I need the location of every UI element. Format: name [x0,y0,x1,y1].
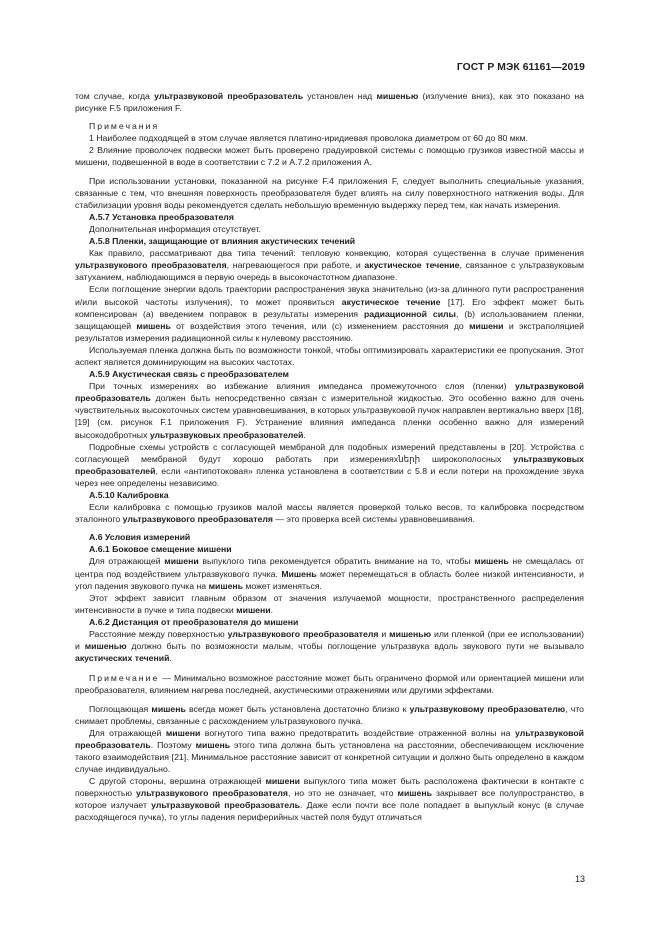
note-paragraph: Примечание — Минимально возможное расстояние может быть ограничено формой или ориентацией мишени или преобразователя, влиянием нагрева последней, акустическими отражениями или другими эффектами. [75,673,584,696]
section-heading [75,211,584,223]
bold-term: мишени [469,320,504,331]
paragraph: том случае, когда ультразвуковой преобразователь установлен над мишенью (излучение вниз), как это показано на рисунке F.5 приложения F. [75,91,584,114]
bold-term: ультразвуковых преобразователей [75,453,584,476]
bold-term: мишени [236,604,271,615]
section-heading [75,489,584,501]
bold-term: ультразвукового преобразователя [136,788,288,799]
note-label: Примечание [89,673,160,684]
bold-term: радиационной силы [363,308,456,319]
bold-term: мишень [195,739,231,750]
bold-term: мишени [265,776,300,787]
bold-term: мишени [165,727,201,738]
bold-term: мишень [136,320,171,331]
bold-term: акустическое течение [341,296,441,307]
paragraph: При использовании установки, показанной на рисунке F.4 приложения F, следует выполнить специальные указания, связанные с тем, что внешняя поверхность преобразователя будет влиять на силу поверхностного натяжения воды. Для стабилизации уровня воды рекомендуется сделать небольшую временную выдержку перед тем, как начать измерения. [75,175,584,210]
section-heading [75,543,584,555]
paragraph: Расстояние между поверхностью ультразвукового преобразователя и мишенью или пленкой (при ее использовании) и мишенью должно быть по возможности малым, чтобы поглощение ультразвука вдоль звукового пути не вызывало акустических течений. [75,629,584,664]
document-body [75,90,584,823]
bold-term: мишень [208,580,243,591]
bold-term: мишень [474,556,509,567]
page-header-standard-id: ГОСТ Р МЭК 61161—2019 [456,62,585,73]
paragraph: 2 Влияние проволочек подвески может быть проверено градуировкой системы с помощью грузиков известной массы и мишени, подвешенной в воде в соответствии с 7.2 и А.7.2 приложения А. [75,145,584,168]
bold-term: ультразвукового преобразователя [227,629,379,640]
paragraph: С другой стороны, вершина отражающей мишени выпуклого типа может быть расположена фактически в контакте с поверхностью ультразвукового преобразователя, но это не означает, что мишень закрывает все полупространство, в которое излучает ультразвуковой преобразователь. Даже если почти все поле попадает в выпуклый конус (в случае расходящегося пучка), то углы падения периферийных частей поля будут отличаться [75,776,584,823]
bold-term: ультразвукового преобразователя [122,514,273,525]
bold-term: мишенью [376,91,419,101]
bold-term: А.6.1 Боковое смещение мишени [89,544,232,555]
bold-term: ультразвуковой преобразователь [75,381,584,404]
bold-term: ультразвуковой преобразователь [154,91,304,101]
bold-term: А.5.7 Установка преобразователя [89,211,234,222]
bold-term: ультразвуковой преобразователь [75,727,585,750]
paragraph: 1 Наиболее подходящей в этом случае является платино-иридиевая проволока диаметром от 60 до 80 мкм. [89,133,528,144]
bold-term: А.5.8 Пленки, защищающие от влияния акустических течений [89,236,356,247]
paragraph: Используемая пленка должна быть по возможности тонкой, чтобы оптимизировать характеристики ее пропускания. Этот аспект является доминирующим на высоких частотах. [75,344,584,367]
bold-term: ультразвукового преобразователя [75,260,227,271]
paragraph: Поглощающая мишень всегда может быть установлена достаточно близко к ультразвуковому преобразователю, что снимает проблемы, связанные с расхождением ультразвукового пучка. [75,703,584,726]
bold-term: Мишень [281,568,317,579]
section-heading [75,235,584,247]
paragraph: Подробные схемы устройств с согласующей мембраной для подобных измерений представлены в [20]. Устройства с согласующей мембраной будут хорошо работать при измеренияхների широкополосных ультразвуковых преобразователей, если «антипотоковая» пленка установлена в соответствии с 5.8 и если потери на прохождение звука через нее определены независимо. [75,441,584,488]
bold-term: А.6.2 Дистанция от преобразователя до мишени [89,616,299,627]
bold-term: акустическое течение [364,260,460,271]
paragraph: Как правило, рассматривают два типа течений: тепловую конвекцию, которая существенна в случае применения ультразвукового преобразователя, нагревающегося при работе, и акустическое течение, связанное с ультразвуковым затуханием, наблюдающимся в первую очередь в высокочастотном диапазоне. [75,248,584,283]
bold-term: ультразвуковой преобразователь [151,800,300,811]
section-heading [75,616,584,628]
bold-term: А.5.9 Акустическая связь с преобразователем [89,369,289,380]
bold-term: А.5.10 Калибровка [89,490,169,500]
paragraph: Если поглощение энергии вдоль траектории распространения звука значительно (из-за длинного пути распространения и/или высокой частоты излучения), то может проявиться акустическое течение [17]. Его эффект может быть компенсирован (а) введением поправок в результаты измерения радиационной силы, (b) использованием пленки, защищающей мишень от воздействия этого течения, или (с) изменением расстояния до мишени и экстраполяцией результатов измерения радиационной силы к нулевому расстоянию. [75,284,585,343]
section-heading [75,531,584,543]
bold-term: мишени [164,556,199,567]
page-number: 13 [574,874,585,884]
bold-term: акустических течений [75,653,170,664]
paragraph: Этот эффект зависит главным образом от значения излучаемой мощности, пространственного распределения интенсивности в пучке и типа подвески мишени. [75,592,584,615]
bold-term: ультразвуковому преобразователю [409,703,566,714]
bold-term: мишенью [389,629,432,640]
paragraph: Для отражающей мишени вогнутого типа важно предотвратить воздействие отраженной волны на ультразвуковой преобразователь. Поэтому мишень этого типа должна быть установлена на расстоянии, обеспечивающем исключение такого взаимодействия [21]. Минимальное расстояние зависит от конкретной ситуации и должно быть определено в каждом случае индивидуально. [75,727,585,774]
section-heading [75,368,584,380]
paragraph: Дополнительная информация отсутствует. [89,223,261,234]
bold-term: мишенью [84,641,127,652]
bold-term: А.6 Условия измерений [89,532,191,543]
notes-heading: Примечания [89,121,160,132]
bold-term: мишень [397,788,432,799]
bold-term: мишень [151,703,186,714]
paragraph: При точных измерениях во избежание влияния импеданса промежуточного слоя (пленки) ультразвуковой преобразователь должен быть непосредственно связан с измерительной жидкостью. Это особенно важно для очень чувствительных высокоточных систем уравновешивания, в которых ультразвуковой пучок направлен вертикально вверх [18], [19] (см. рисунок F.1 приложения F). Устранение влияния импеданса пленки особенно важно для измерений высокодобротных ультразвуковых преобразователей. [75,381,584,440]
paragraph: Если калибровка с помощью грузиков малой массы является проверкой только весов, то калибровка посредством эталонного ультразвукового преобразователя — это проверка всей системы уравновешивания. [75,502,584,525]
paragraph: Для отражающей мишени выпуклого типа рекомендуется обратить внимание на то, чтобы мишень не смещалась от центра под воздействием ультразвукового пучка. Мишень может перемещаться в область более низкой интенсивности, и угол падения звукового пучка на мишень может изменяться. [75,556,584,591]
bold-term: ультразвуковых преобразователей [149,429,304,440]
